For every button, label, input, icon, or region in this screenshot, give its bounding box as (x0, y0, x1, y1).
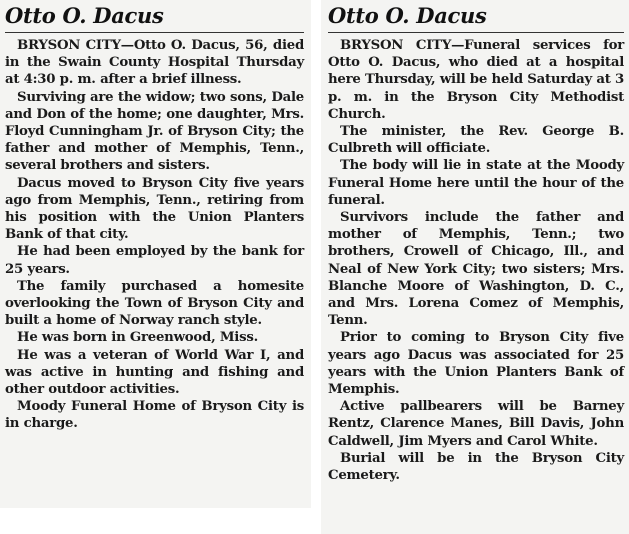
article-paragraph: Moody Funeral Home of Bryson City is in charge. (5, 399, 304, 432)
article-paragraph: BRYSON CITY—Otto O. Dacus, 56, died in the Swain County Hospital Thursday at 4:30 p. m. after a brief illness. (5, 38, 304, 88)
obituary-headline: Otto O. Dacus (328, 3, 487, 28)
headline-rule (5, 32, 304, 33)
obituary-clipping-right (321, 0, 629, 534)
article-paragraph: The minister, the Rev. George B. Culbreth will officiate. (328, 124, 624, 157)
article-paragraph: He was a veteran of World War I, and was active in hunting and fishing and other outdoor activities. (5, 347, 304, 398)
article-paragraph: He had been employed by the bank for 25 years. (5, 244, 304, 277)
article-paragraph: Surviving are the widow; two sons, Dale and Don of the home; one daughter, Mrs. Floyd Cunningham Jr. of Bryson City; the father and mother of Memphis, Tenn., several brothers and sisters. (5, 89, 304, 174)
headline-rule (328, 32, 624, 33)
article-paragraph: Active pallbearers will be Barney Rentz, Clarence Manes, Bill Davis, John Caldwell, Jim Myers and Carol White. (328, 399, 624, 449)
article-paragraph: Survivors include the father and mother of Memphis, Tenn.; two brothers, Crowell of Chicago, Ill., and Neal of New York City; two sisters; Mrs. Blanche Moore of Washington, D. C., and Mrs. Lorena Comez of Memphis, Tenn. (328, 210, 624, 329)
obituary-headline: Otto O. Dacus (5, 3, 164, 28)
article-paragraph: Burial will be in the Bryson City Cemetery. (328, 450, 624, 484)
article-paragraph: Prior to coming to Bryson City five years ago Dacus was associated for 25 years with the Union Planters Bank of Memphis. (328, 330, 624, 398)
column-gutter (314, 0, 318, 534)
article-paragraph: The body will lie in state at the Moody Funeral Home here until the hour of the funeral. (328, 158, 624, 208)
article-paragraph: Dacus moved to Bryson City five years ago from Memphis, Tenn., retiring from his position with the Union Planters Bank of that city. (5, 175, 304, 243)
article-paragraph: BRYSON CITY—Funeral services for Otto O. Dacus, who died at a hospital here Thursday, will be held Saturday at 3 p. m. in the Bryson City Methodist Church. (328, 38, 624, 122)
article-paragraph: He was born in Greenwood, Miss. (17, 330, 258, 346)
article-paragraph: The family purchased a homesite overlooking the Town of Bryson City and built a home of Norway ranch style. (5, 278, 304, 329)
obituary-clipping-left (0, 0, 311, 508)
